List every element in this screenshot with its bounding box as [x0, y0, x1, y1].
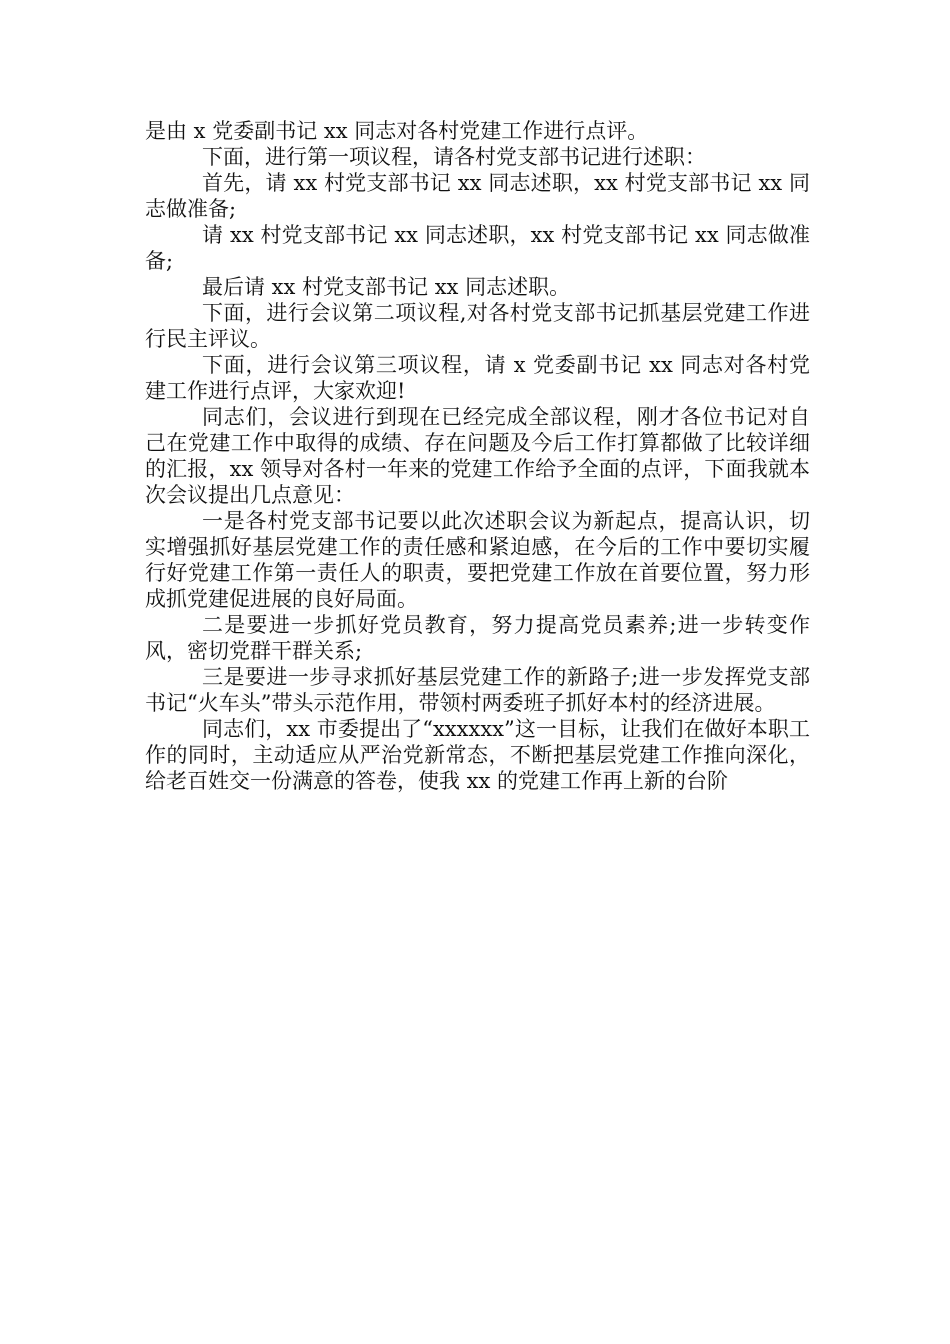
document-body	[145, 118, 810, 794]
paragraph: 是由 x 党委副书记 xx 同志对各村党建工作进行点评。	[145, 119, 649, 143]
paragraph: 请 xx 村党支部书记 xx 同志述职，xx 村党支部书记 xx 同志做准备;	[145, 223, 810, 273]
paragraph: 下面，进行第一项议程，请各村党支部书记进行述职：	[202, 145, 706, 169]
paragraph: 二是要进一步抓好党员教育，努力提高党员素养;进一步转变作风，密切党群干群关系;	[145, 613, 810, 663]
paragraph: 同志们，会议进行到现在已经完成全部议程，刚才各位书记对自己在党建工作中取得的成绩、存在问题及今后工作打算都做了比较详细的汇报，xx 领导对各村一年来的党建工作给予全面的点评，下面我就本次会议提出几点意见：	[145, 405, 810, 507]
paragraph: 下面，进行会议第二项议程,对各村党支部书记抓基层党建工作进行民主评议。	[145, 301, 810, 351]
paragraph: 下面，进行会议第三项议程，请 x 党委副书记 xx 同志对各村党建工作进行点评，大家欢迎!	[145, 353, 810, 403]
paragraph: 三是要进一步寻求抓好基层党建工作的新路子;进一步发挥党支部书记“火车头”带头示范作用，带领村两委班子抓好本村的经济进展。	[145, 665, 810, 715]
paragraph: 首先，请 xx 村党支部书记 xx 同志述职，xx 村党支部书记 xx 同志做准备;	[145, 171, 810, 221]
paragraph: 同志们，xx 市委提出了“xxxxxx”这一目标，让我们在做好本职工作的同时，主动适应从严治党新常态，不断把基层党建工作推向深化，给老百姓交一份满意的答卷，使我 xx 的党建工作再上新的台阶	[145, 717, 810, 793]
paragraph: 最后请 xx 村党支部书记 xx 同志述职。	[202, 275, 571, 299]
paragraph: 一是各村党支部书记要以此次述职会议为新起点，提高认识，切实增强抓好基层党建工作的责任感和紧迫感，在今后的工作中要切实履行好党建工作第一责任人的职责，要把党建工作放在首要位置，努力形成抓党建促进展的良好局面。	[145, 509, 810, 611]
